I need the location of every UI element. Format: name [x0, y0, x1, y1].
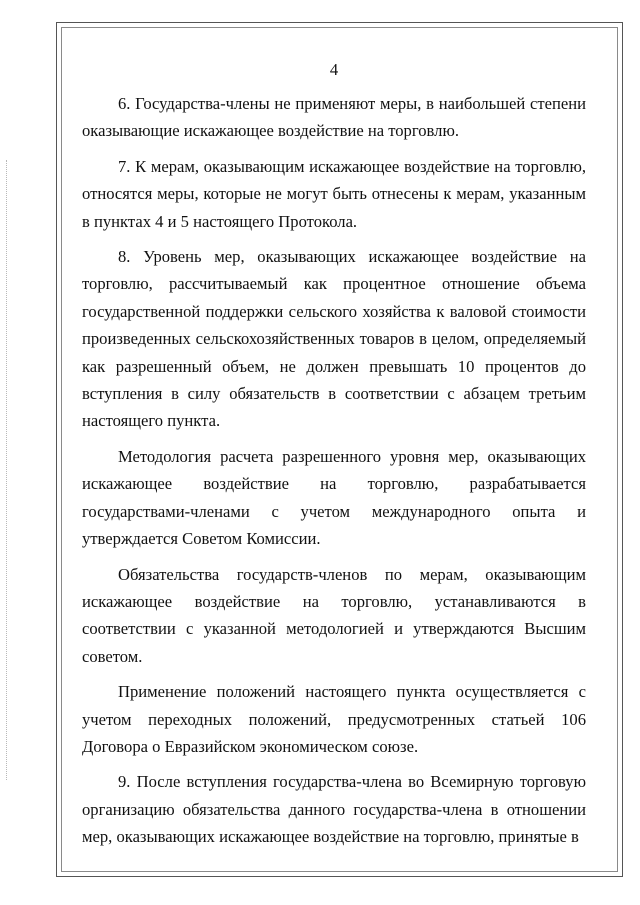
paragraph-obligations: Обязательства государств-членов по мерам, оказывающим искажающее воздействие на торговлю, устанавливаются в соответствии с указанной методологией и утверждаются Высшим советом.: [82, 564, 586, 666]
paragraph-methodology: Методология расчета разрешенного уровня мер, оказывающих искажающее воздействие на торговлю, разрабатывается государствами-членами с учетом международного опыта и утверждается Советом Комиссии.: [82, 446, 586, 549]
scan-edge-mark: [6, 160, 8, 780]
paragraph-7: 7. К мерам, оказывающим искажающее воздействие на торговлю, относятся меры, которые не могут быть отнесены к мерам, указанным в пунктах 4 и 5 настоящего Протокола.: [82, 156, 586, 231]
paragraph-8: 8. Уровень мер, оказывающих искажающее воздействие на торговлю, рассчитываемый как процентное отношение объема государственной поддержки сельского хозяйства к валовой стоимости произведенных сельскохозяйственных товаров в целом, определяемый как разрешенный объем, не должен превышать 10 процентов до вступления в силу обязательств в соответствии с абзацем третьим настоящего пункта.: [82, 247, 586, 431]
document-body: [82, 58, 586, 859]
paragraph-6: 6. Государства-члены не применяют меры, в наибольшей степени оказывающие искажающее воздействие на торговлю.: [82, 94, 586, 141]
page-number: 4: [329, 60, 339, 79]
paragraph-9: 9. После вступления государства-члена во Всемирную торговую организацию обязательства данного государства-члена в отношении мер, оказывающих искажающее воздействие на торговлю, принятые в: [82, 772, 586, 847]
paragraph-application: Применение положений настоящего пункта осуществляется с учетом переходных положений, предусмотренных статьей 106 Договора о Евразийском экономическом союзе.: [82, 682, 586, 756]
